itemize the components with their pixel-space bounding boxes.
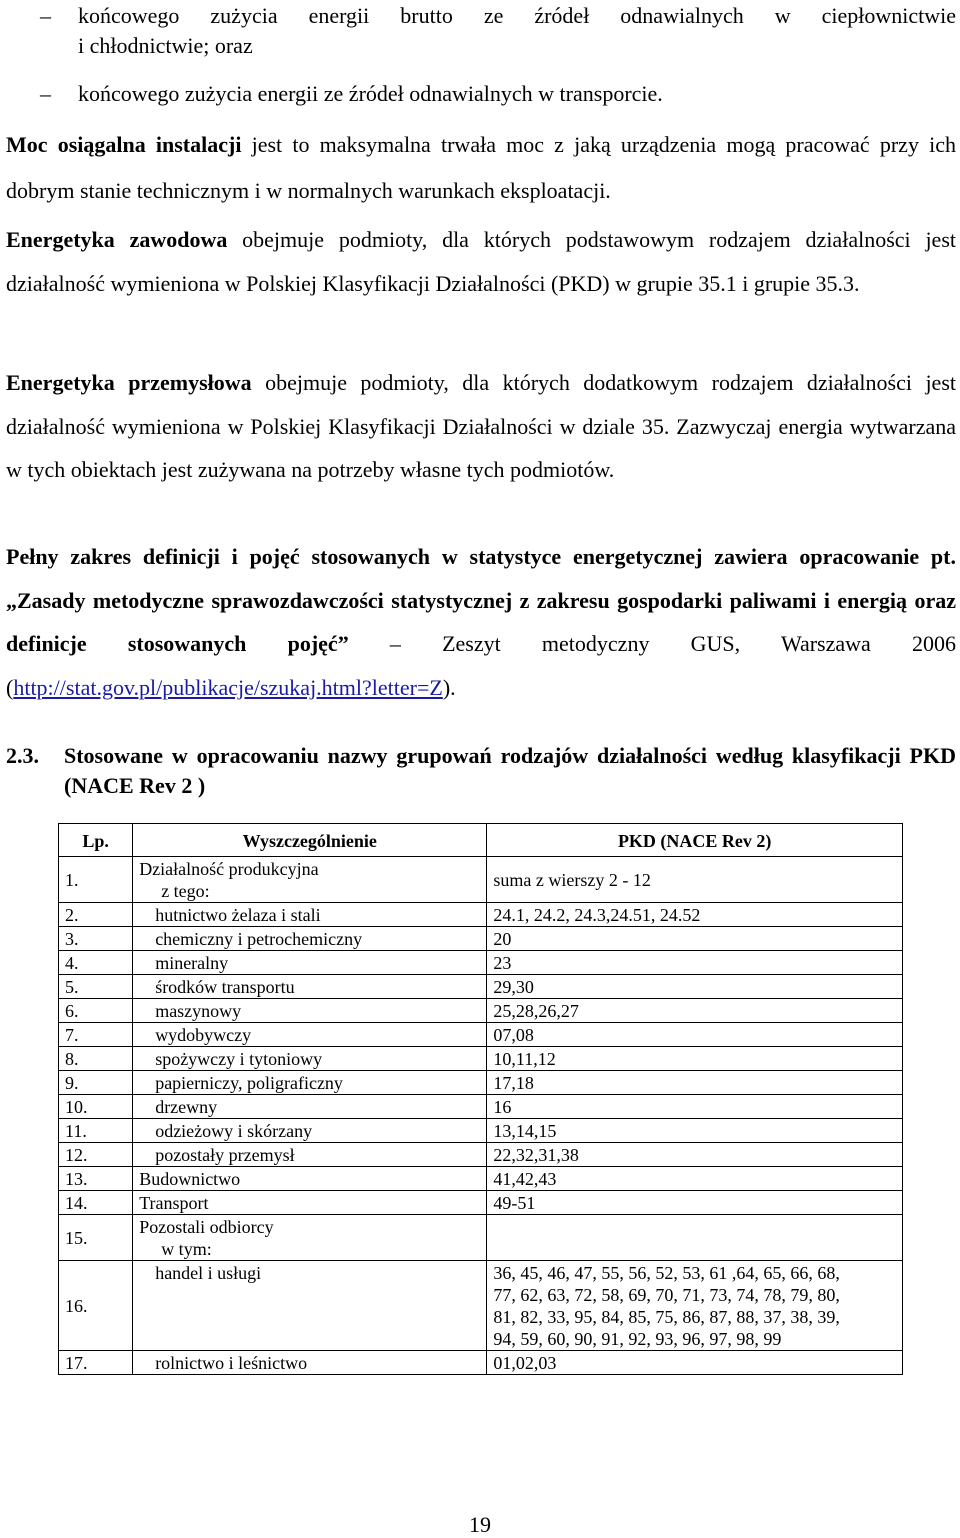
table-row bbox=[59, 1023, 903, 1047]
pkd-codes-line: 81, 82, 33, 95, 84, 85, 75, 86, 87, 88, 37, 38, 39, bbox=[493, 1307, 840, 1327]
table-row bbox=[59, 975, 903, 999]
pkd-codes-line: 94, 59, 60, 90, 91, 92, 93, 96, 97, 98, 99 bbox=[493, 1329, 782, 1349]
table-row bbox=[59, 1119, 903, 1143]
term-moc-osiagalna: Moc osiągalna instalacji bbox=[6, 132, 242, 157]
table-header-row bbox=[59, 824, 903, 857]
row-subnote: z tego: bbox=[161, 881, 210, 901]
publication-reference: Pełny zakres definicji i pojęć stosowanych w statystyce energetycznej zawiera opracowanie pt. „Zasady metodyczne sprawozdawczości statystycznej z zakresu gospodarki paliwami i energią oraz definicje stosowanych pojęć” bbox=[6, 544, 956, 656]
row-number: 5. bbox=[59, 975, 133, 999]
row-pkd-codes: 17,18 bbox=[487, 1071, 903, 1095]
row-number: 7. bbox=[59, 1023, 133, 1047]
row-description: Budownictwo bbox=[133, 1167, 487, 1191]
table-row bbox=[59, 1215, 903, 1261]
row-description: spożywczy i tytoniowy bbox=[133, 1047, 487, 1071]
row-pkd-codes: 22,32,31,38 bbox=[487, 1143, 903, 1167]
row-subnote: w tym: bbox=[161, 1239, 212, 1259]
table-row bbox=[59, 951, 903, 975]
row-pkd-codes: 29,30 bbox=[487, 975, 903, 999]
table-row bbox=[59, 857, 903, 903]
row-description bbox=[133, 857, 487, 903]
row-number: 13. bbox=[59, 1167, 133, 1191]
row-description: papierniczy, poligraficzny bbox=[133, 1071, 487, 1095]
row-pkd-codes: 01,02,03 bbox=[487, 1351, 903, 1375]
table-row bbox=[59, 1143, 903, 1167]
table-row bbox=[59, 1095, 903, 1119]
table-row bbox=[59, 999, 903, 1023]
row-number: 2. bbox=[59, 903, 133, 927]
paragraph-text: – Zeszyt metodyczny GUS, Warszawa 2006 ( bbox=[6, 631, 956, 700]
row-number: 6. bbox=[59, 999, 133, 1023]
table-body bbox=[59, 857, 903, 1375]
row-number: 14. bbox=[59, 1191, 133, 1215]
bullet-text: końcowego zużycia energii ze źródeł odnawialnych w transporcie. bbox=[78, 81, 663, 106]
row-number: 3. bbox=[59, 927, 133, 951]
row-description: maszynowy bbox=[133, 999, 487, 1023]
paragraph-moc-osiagalna bbox=[6, 122, 956, 214]
pkd-classification-table bbox=[58, 823, 903, 1375]
section-number: 2.3. bbox=[6, 743, 39, 768]
paragraph-text: jest to maksymalna trwała moc z jaką urządzenia mogą pracować przy ich dobrym stanie technicznym i w normalnych warunkach eksploatacji. bbox=[6, 132, 956, 203]
paragraph-text: ). bbox=[442, 674, 456, 700]
row-pkd-codes: 24.1, 24.2, 24.3,24.51, 24.52 bbox=[487, 903, 903, 927]
row-pkd-codes: 07,08 bbox=[487, 1023, 903, 1047]
table-row bbox=[59, 903, 903, 927]
row-number: 9. bbox=[59, 1071, 133, 1095]
pkd-codes-line: 36, 45, 46, 47, 55, 56, 52, 53, 61 ,64, 65, 66, 68, bbox=[493, 1263, 840, 1283]
dash-bullet: – bbox=[40, 3, 51, 28]
bullet-text: i chłodnictwie; oraz bbox=[78, 33, 253, 58]
row-pkd-codes: 10,11,12 bbox=[487, 1047, 903, 1071]
row-pkd-codes: 13,14,15 bbox=[487, 1119, 903, 1143]
row-name: Działalność produkcyjna bbox=[139, 859, 319, 879]
row-number: 10. bbox=[59, 1095, 133, 1119]
row-description: handel i usługi bbox=[133, 1261, 487, 1351]
row-description: rolnictwo i leśnictwo bbox=[133, 1351, 487, 1375]
row-pkd-codes: 25,28,26,27 bbox=[487, 999, 903, 1023]
row-pkd-codes: suma z wierszy 2 - 12 bbox=[487, 857, 903, 903]
table-row bbox=[59, 1167, 903, 1191]
row-number: 16. bbox=[59, 1261, 133, 1351]
row-description bbox=[133, 1215, 487, 1261]
row-description: drzewny bbox=[133, 1095, 487, 1119]
table-row bbox=[59, 1191, 903, 1215]
paragraph-pelny-zakres bbox=[6, 535, 956, 709]
row-description: mineralny bbox=[133, 951, 487, 975]
row-number: 12. bbox=[59, 1143, 133, 1167]
row-number: 8. bbox=[59, 1047, 133, 1071]
column-header-lp: Lp. bbox=[59, 824, 133, 857]
row-number: 17. bbox=[59, 1351, 133, 1375]
pkd-codes-line: 77, 62, 63, 72, 58, 69, 70, 71, 73, 74, 78, 79, 80, bbox=[493, 1285, 840, 1305]
row-pkd-codes bbox=[487, 1261, 903, 1351]
column-header-wyszczegolnienie: Wyszczególnienie bbox=[133, 824, 487, 857]
table-row bbox=[59, 1261, 903, 1351]
row-description: środków transportu bbox=[133, 975, 487, 999]
bullet-text: końcowego zużycia energii brutto ze źródeł odnawialnych w ciepłownictwie bbox=[78, 3, 956, 28]
paragraph-energetyka-przemyslowa bbox=[6, 361, 956, 492]
row-pkd-codes: 20 bbox=[487, 927, 903, 951]
table-row bbox=[59, 1071, 903, 1095]
term-energetyka-przemyslowa: Energetyka przemysłowa bbox=[6, 370, 252, 395]
gus-publication-link[interactable]: http://stat.gov.pl/publikacje/szukaj.html?letter=Z bbox=[13, 674, 443, 700]
row-pkd-codes: 16 bbox=[487, 1095, 903, 1119]
row-pkd-codes: 41,42,43 bbox=[487, 1167, 903, 1191]
row-pkd-codes bbox=[487, 1215, 903, 1261]
table-row bbox=[59, 1351, 903, 1375]
term-energetyka-zawodowa: Energetyka zawodowa bbox=[6, 227, 228, 252]
row-description: hutnictwo żelaza i stali bbox=[133, 903, 487, 927]
row-description: chemiczny i petrochemiczny bbox=[133, 927, 487, 951]
page-number: 19 bbox=[469, 1512, 491, 1537]
row-number: 15. bbox=[59, 1215, 133, 1261]
row-number: 1. bbox=[59, 857, 133, 903]
table-row bbox=[59, 1047, 903, 1071]
paragraph-text: obejmuje podmioty, dla których podstawowym rodzajem działalności jest działalność wymieniona w Polskiej Klasyfikacji Działalności (PKD) w grupie 35.1 i grupie 35.3. bbox=[6, 227, 956, 296]
column-header-pkd: PKD (NACE Rev 2) bbox=[487, 824, 903, 857]
row-pkd-codes: 49-51 bbox=[487, 1191, 903, 1215]
row-number: 4. bbox=[59, 951, 133, 975]
row-description: Transport bbox=[133, 1191, 487, 1215]
paragraph-text: obejmuje podmioty, dla których dodatkowym rodzajem działalności jest działalność wymieniona w Polskiej Klasyfikacji Działalności w dziale 35. Zazwyczaj energia wytwarzana w tych obiektach jest zużywana na potrzeby własne tych podmiotów. bbox=[6, 370, 956, 482]
row-description: pozostały przemysł bbox=[133, 1143, 487, 1167]
row-number: 11. bbox=[59, 1119, 133, 1143]
row-description: wydobywczy bbox=[133, 1023, 487, 1047]
table-row bbox=[59, 927, 903, 951]
dash-bullet: – bbox=[40, 81, 51, 106]
paragraph-energetyka-zawodowa bbox=[6, 218, 956, 306]
row-name: Pozostali odbiorcy bbox=[139, 1217, 274, 1237]
row-pkd-codes: 23 bbox=[487, 951, 903, 975]
section-title: Stosowane w opracowaniu nazwy grupowań rodzajów działalności według klasyfikacji PKD (NACE Rev 2 ) bbox=[64, 743, 956, 798]
row-description: odzieżowy i skórzany bbox=[133, 1119, 487, 1143]
